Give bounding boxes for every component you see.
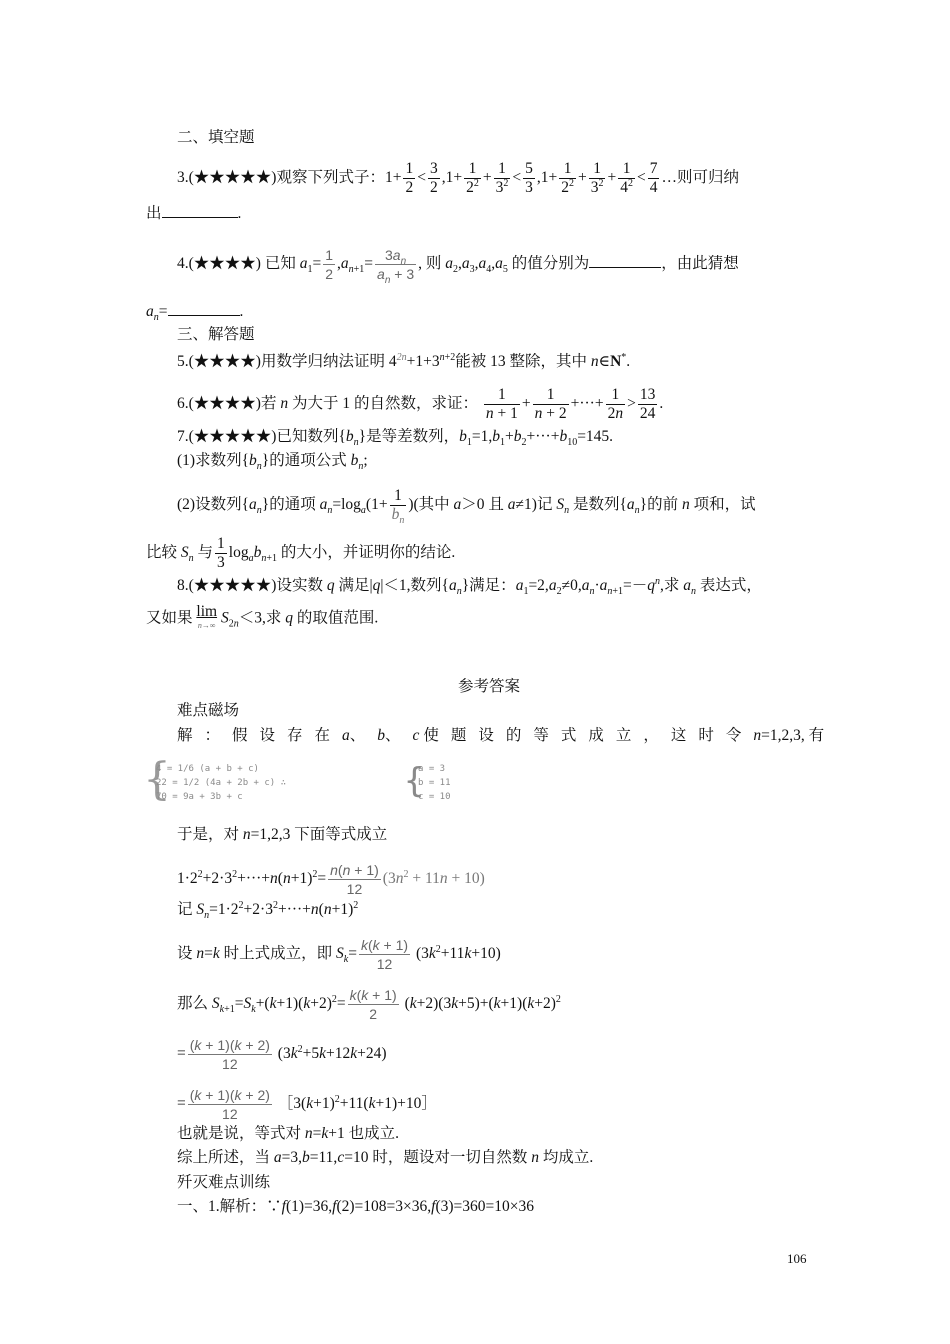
question-4: 4.(★★★★) 已知 $a_1=$ $\frac{1}{2}$ $,a_{n+1}=$ $\frac{3a_n}{a_n + 3}$ , 则 $a_2,a_3,a_4,a_5$ 的值分别为 ，由此猜想 bbox=[177, 247, 739, 286]
conclusion-summary: 综上所述，当 a=3,b=11,c=10 时，题设对一切自然数 n 均成立. bbox=[177, 1149, 594, 1166]
step-eq-2: = $\frac{(k + 1)(k + 2)}{12}$ $(3k^2+5k+12k+24)$ bbox=[177, 1037, 387, 1072]
conclusion-also: 也就是说，等式对 n=k+1 也成立. bbox=[177, 1125, 400, 1142]
define-sn: 记 $S_n=1\cdot 2^2+2\cdot 3^2+\cdot\cdot\cdot+n(n+1)^2$ bbox=[177, 899, 359, 922]
answer-title: 参考答案 bbox=[458, 678, 521, 695]
section-heading-fill-in: 二、填空题 bbox=[177, 129, 255, 146]
q3-tail: …则可归纳 bbox=[661, 169, 739, 187]
training-1: 一、1.解析：∵f(1)=36,f(2)=108=3×36,f(3)=360=10×36 bbox=[177, 1198, 535, 1215]
solution-yushi: 于是，对 n=1,2,3 下面等式成立 bbox=[177, 826, 388, 843]
question-4-line2: $a_n=$ . bbox=[146, 303, 244, 324]
question-8: 8.(★★★★★)设实数 q 满足|q|＜1,数列$\{a_n\}$满足：$a_1=2,a_2\ne 0,a_n\cdot a_{n+1}=-q^n$,求 $a_n$ 表达式， bbox=[177, 575, 762, 598]
question-8-line2: 又如果 lim n→∞ $S_{2n}<3$,求 q 的取值范围. bbox=[146, 603, 379, 630]
question-7-part1: (1)求数列$\{b_n\}$的通项公式 $b_n$; bbox=[177, 452, 368, 473]
assume-k: 设 n=k 时上式成立，即 $S_k=$ $\frac{k(k + 1)}{12}$ $(3k^2+11k+10)$ bbox=[177, 937, 501, 972]
step-k-plus-1: 那么 $S_{k+1}=S_k+(k+1)(k+2)^2=$ $\frac{k(k + 1)}{2}$ $(k+2)(3k+5)+(k+1)(k+2)^2$ bbox=[177, 987, 561, 1022]
question-5: 5.(★★★★)用数学归纳法证明 $4^{2n}+1+3^{n+2}$能被 13 整除，其中 n∈N*. bbox=[177, 351, 631, 370]
equation-system-image: 4 = 1/6 (a + b + c) 22 = 1/2 (4a + 2b + c) ∴ 70 = 9a + 3b + c { a = 3 b = 11 c = 10 bbox=[156, 761, 451, 802]
solution-line-1: 解：假设存在a、b、c 使题设的等式成立，这时令n=1,2,3, 有 bbox=[177, 727, 825, 744]
q3-prefix: 3.(★★★★★)观察下列式子：1+ bbox=[177, 169, 402, 187]
question-7-part2: (2)设数列$\{a_n\}$的通项 $a_n=\log_a(1+$ $\frac{1}{b_n}$ )(其中 a＞0 且 a≠1)记 $S_n$ 是数列$\{a_n\}$的前 n 项和，试 bbox=[177, 487, 756, 527]
question-6: 6.(★★★★)若 n 为大于 1 的自然数，求证： $\frac{1}{n + 1}$ + $\frac{1}{n + 2}$ +···+ $\frac{1}{2n}$ > $\frac{13}{24}$ . bbox=[177, 386, 664, 422]
heading-training: 歼灭难点训练 bbox=[177, 1174, 271, 1191]
question-3: 3.(★★★★★)观察下列式子：1+ $\frac{1}{2}$ < $\frac{3}{2}$ ,1+ $\frac{1}{2^2}$ + $\frac{1}{3^2}$ < $\frac{5}{3}$ ,1+ $\frac{1}{2^2}$ + $\frac{1}{3^2}$ + $\frac{1}{4^2}$ < $\frac{7}{4}$ …则可归纳 bbox=[177, 160, 739, 196]
heading-difficulty: 难点磁场 bbox=[177, 702, 240, 719]
equation-sum: $1\cdot 2^2+2\cdot 3^2+\cdot\cdot\cdot+n(n+1)^2=$ $\frac{n(n + 1)}{12}$ $(3n^2 + 11n + 10)$ bbox=[177, 862, 485, 897]
left-brace-icon: { bbox=[143, 754, 171, 805]
section-heading-solutions: 三、解答题 bbox=[177, 326, 255, 343]
page-number: 106 bbox=[787, 1251, 807, 1266]
step-eq-3: = $\frac{(k + 1)(k + 2)}{12}$ $[3(k+1)^2+11(k+1)+10]$ bbox=[177, 1087, 437, 1122]
question-7-part2-line2: 比较 $S_n$ 与 $\frac{1}{3}$ $\log_ab_{n+1}$ 的大小，并证明你的结论. bbox=[146, 535, 456, 571]
question-7: 7.(★★★★★)已知数列$\{b_n\}$是等差数列，$b_1=1,b_1+b_2+\cdot\cdot\cdot+b_{10}=145$. bbox=[177, 428, 614, 449]
question-3-line2: 出 . bbox=[146, 205, 242, 222]
